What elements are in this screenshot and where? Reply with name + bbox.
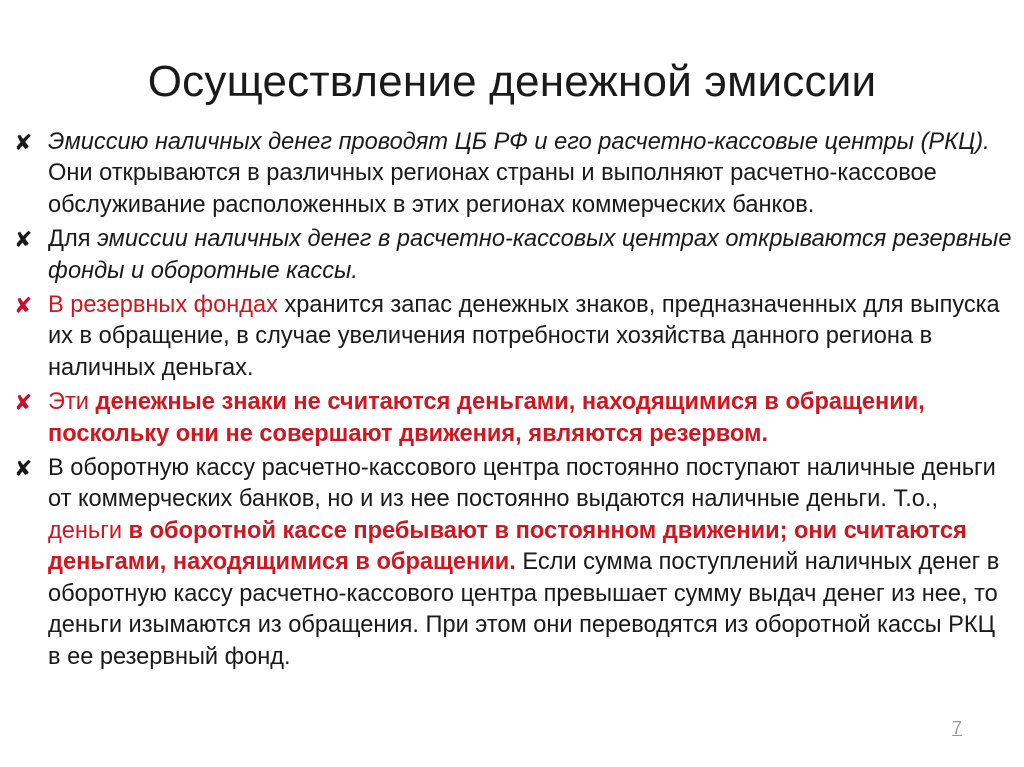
bullet-italic-text: эмиссии наличных денег в расчетно-кассовых центрах открываются резервные фонды и оборотные кассы. <box>48 226 1012 284</box>
cross-mark-icon: ✘ <box>14 293 33 319</box>
bullet-bold-highlight-text: денежные знаки не считаются деньгами, находящимися в обращении, поскольку они не совершают движения, являются резервом. <box>48 389 925 447</box>
bullet-list <box>12 127 1012 676</box>
bullet-item-2 <box>12 224 1012 287</box>
bullet-text: Если сумма поступлений наличных денег в оборотную кассу расчетно-кассового центра превышает сумму выдач денег из нее, то деньги изымаются из обращения. При этом они переводятся из оборотной кассы РКЦ в ее резервный фонд. <box>48 549 1000 670</box>
bullet-text: Они открываются в различных регионах страны и выполняют расчетно-кассовое обслуживание расположенных в этих регионах коммерческих банков. <box>48 160 937 218</box>
page-number: 7 <box>951 718 962 738</box>
bullet-item-1 <box>12 127 1012 221</box>
bullet-text: Для <box>48 226 98 253</box>
cross-mark-icon: ✘ <box>14 130 33 155</box>
bullet-highlight-text: Эти <box>48 389 96 416</box>
cross-mark-icon: ✘ <box>14 227 33 253</box>
bullet-item-5 <box>12 453 1012 673</box>
bullet-text: В оборотную кассу расчетно-кассового центра постоянно поступают наличные деньги от коммерческих банков, но и из нее постоянно выдаются наличные деньги. Т.о., <box>48 455 996 513</box>
bullet-item-4 <box>12 387 1012 450</box>
bullet-item-3 <box>12 290 1012 384</box>
bullet-bold-highlight-text: в оборотной кассе пребывают в постоянном движении; они считаются деньгами, находящимися в обращении. <box>48 517 967 576</box>
bullet-italic-text: Эмиссию наличных денег проводят ЦБ РФ и его расчетно-кассовые центры (РКЦ). <box>48 129 990 155</box>
bullet-text: хранится запас денежных знаков, предназначенных для выпуска их в обращение, в случае увеличения потребности хозяйства данного региона в наличных деньгах. <box>48 292 1000 381</box>
slide-title: Осуществление денежной эмиссии <box>147 57 877 106</box>
bullet-highlight-text: В резервных фондах <box>48 292 278 319</box>
bullet-highlight-text: деньги <box>48 517 122 544</box>
cross-mark-icon: ✘ <box>14 390 33 416</box>
cross-mark-icon: ✘ <box>14 456 33 482</box>
